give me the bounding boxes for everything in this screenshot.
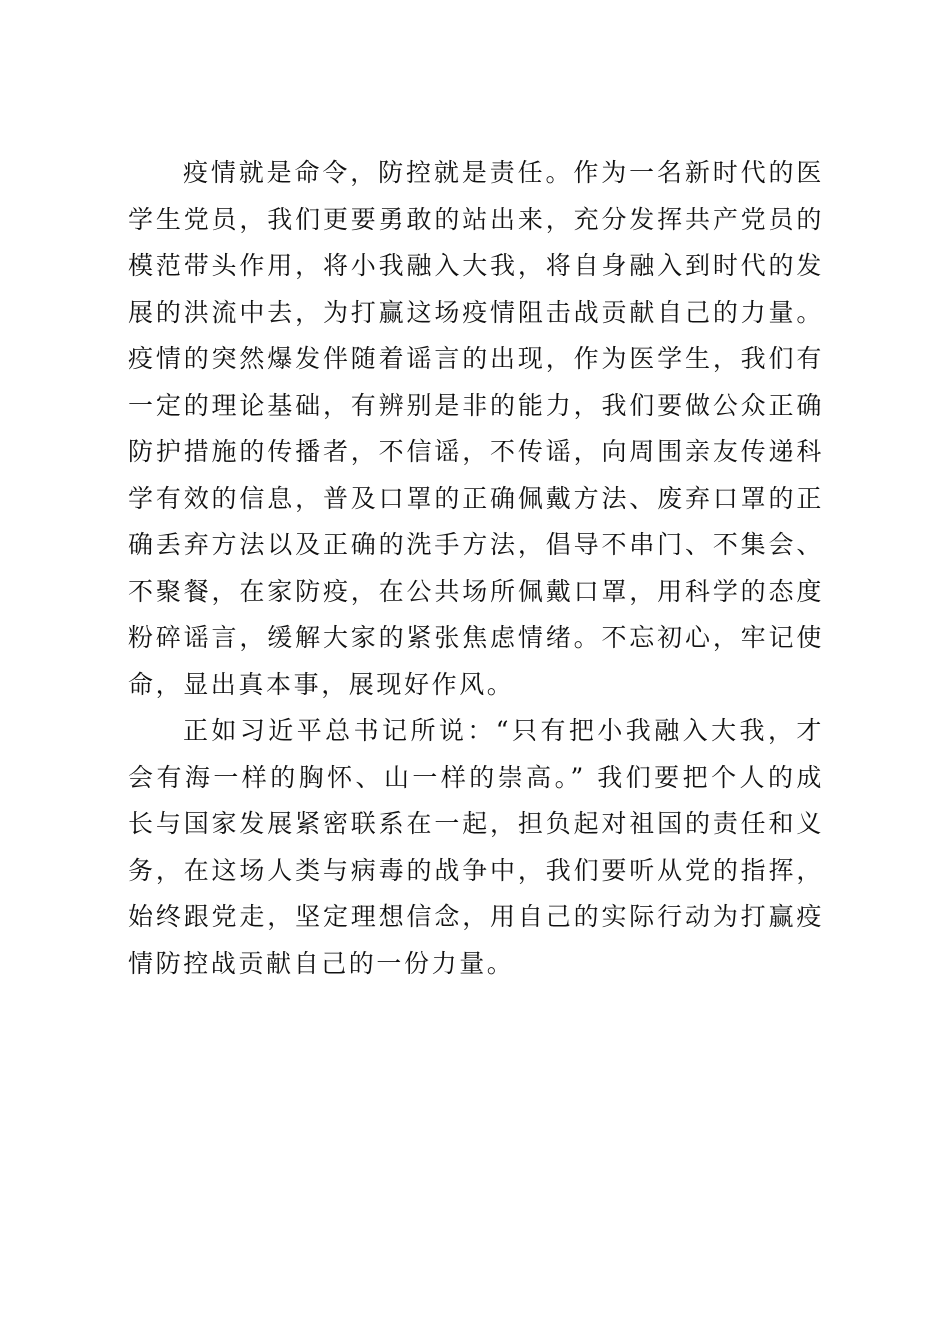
paragraph-xi-quote: 正如习近平总书记所说：“只有把小我融入大我，才会有海一样的胸怀、山一样的崇高。” 我们要把个人的成长与国家发展紧密联系在一起，担负起对祖国的责任和义务，在这场人类与病毒的战争中，我们要听从党的指挥，始终跟党走，坚定理想信念，用自己的实际行动为打赢疫情防控战贡献自己的一份力量。	[128, 716, 824, 978]
paragraph-epidemic-duty: 疫情就是命令，防控就是责任。作为一名新时代的医学生党员，我们更要勇敢的站出来，充分发挥共产党员的模范带头作用，将小我融入大我，将自身融入到时代的发展的洪流中去，为打赢这场疫情阻击战贡献自己的力量。疫情的突然爆发伴随着谣言的出现，作为医学生，我们有一定的理论基础，有辨别是非的能力，我们要做公众正确防护措施的传播者，不信谣，不传谣，向周围亲友传递科学有效的信息，普及口罩的正确佩戴方法、废弃口罩的正确丢弃方法以及正确的洗手方法，倡导不串门、不集会、不聚餐，在家防疫，在公共场所佩戴口罩，用科学的态度粉碎谣言，缓解大家的紧张焦虑情绪。不忘初心，牢记使命，显出真本事，展现好作风。	[128, 158, 824, 699]
document-page	[128, 150, 824, 987]
